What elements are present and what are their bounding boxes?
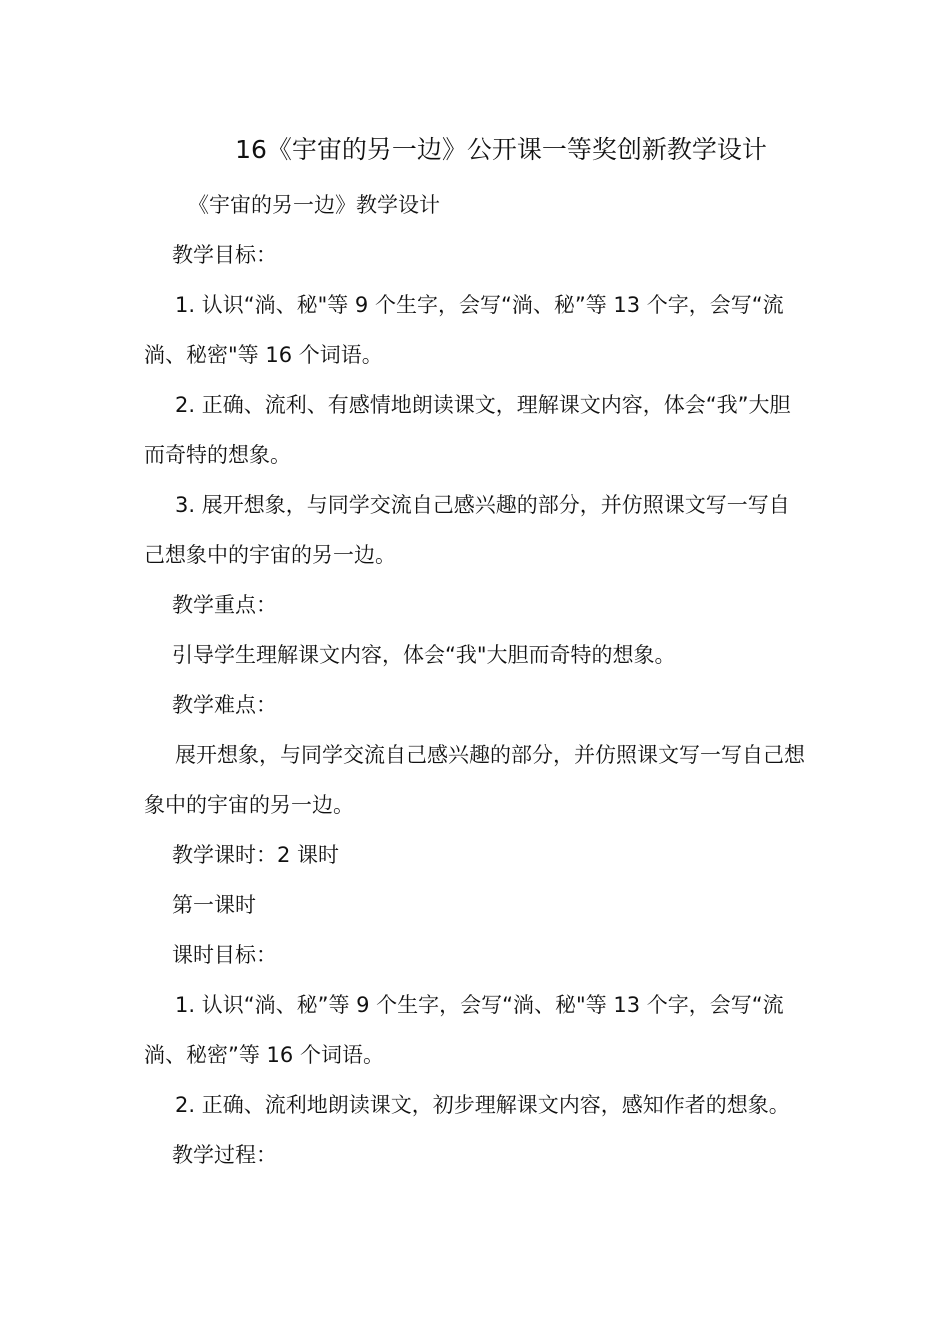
section-heading-difficulties: 教学难点：	[172, 693, 277, 717]
lesson-objective-item-2: 2. 正确、流利地朗读课文，初步理解课文内容，感知作者的想象。	[175, 1093, 790, 1117]
objective-item-1: 1. 认识“淌、秘"等 9 个生字，会写“淌、秘”等 13 个字，会写“流淌、秘密"等 16 个词语。	[144, 293, 784, 367]
document-title: 16《宇宙的另一边》公开课一等奖创新教学设计	[235, 135, 767, 164]
section-heading-lesson-objectives: 课时目标：	[172, 943, 277, 967]
objective-item-3: 3. 展开想象，与同学交流自己感兴趣的部分，并仿照课文写一写自己想象中的宇宙的另一边。	[144, 493, 790, 567]
lesson-hours: 教学课时：2 课时	[172, 843, 340, 867]
first-lesson-heading: 第一课时	[172, 893, 256, 917]
section-heading-process: 教学过程：	[172, 1143, 277, 1167]
key-points-text: 引导学生理解课文内容，体会“我"大胆而奇特的想象。	[172, 643, 676, 667]
section-heading-key-points: 教学重点：	[172, 593, 277, 617]
objective-item-2: 2. 正确、流利、有感情地朗读课文，理解课文内容，体会“我”大胆而奇特的想象。	[144, 393, 791, 467]
subtitle: 《宇宙的另一边》教学设计	[188, 193, 440, 217]
document-body	[144, 180, 810, 1180]
difficulties-text: 展开想象，与同学交流自己感兴趣的部分，并仿照课文写一写自己想象中的宇宙的另一边。	[144, 743, 805, 817]
section-heading-objectives: 教学目标：	[172, 243, 277, 267]
lesson-objective-item-1: 1. 认识“淌、秘”等 9 个生字，会写“淌、秘"等 13 个字，会写“流淌、秘密”等 16 个词语。	[144, 993, 784, 1067]
